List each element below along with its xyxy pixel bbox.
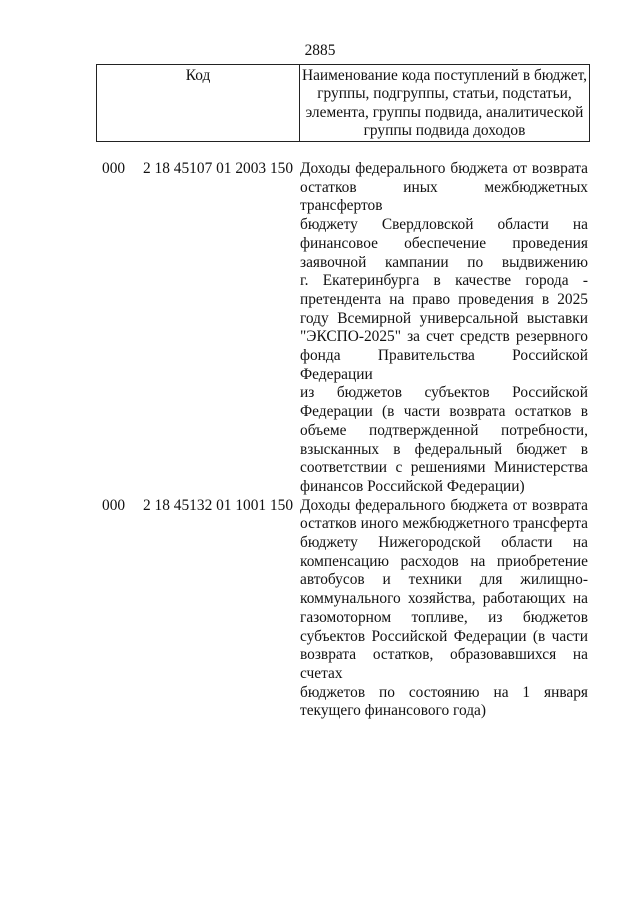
- income-code-list: [0, 160, 640, 721]
- description-line: бюджету Свердловской области на: [300, 216, 588, 234]
- description-line: из бюджетов субъектов Российской: [300, 384, 588, 402]
- description-line: финансовое обеспечение проведения: [300, 234, 588, 252]
- description-line: "ЭКСПО-2025" за счет средств резервного: [300, 328, 588, 346]
- description-line: Доходы федерального бюджета от возврата: [300, 160, 588, 177]
- description-line: Федерации (в части возврата остатков в: [300, 403, 588, 421]
- budget-code: 2 18 45107 01 2003 150: [143, 160, 294, 177]
- page-number: 2885: [304, 42, 336, 59]
- description-line: остатков иного межбюджетного трансферта: [300, 515, 588, 533]
- description-line: заявочной кампании по выдвижению: [300, 253, 588, 271]
- description-line: бюджету Нижегородской области на: [300, 534, 588, 552]
- description-line: возврата остатков, образовавшихся на счетах: [300, 646, 588, 682]
- income-description: [300, 497, 588, 721]
- description-line: объеме подтвержденной потребности,: [300, 421, 588, 439]
- description-line: газомоторном топливе, из бюджетов: [300, 608, 588, 626]
- header-name-cell: [300, 65, 590, 142]
- description-line: компенсацию расходов на приобретение: [300, 552, 588, 570]
- description-line: текущего финансового года): [300, 702, 487, 720]
- description-line: Доходы федерального бюджета от возврата: [300, 496, 588, 514]
- header-code-label: Код: [185, 67, 211, 84]
- description-line: бюджетов по состоянию на 1 января: [300, 683, 588, 701]
- admin-code: 000: [102, 160, 126, 177]
- description-line: году Всемирной универсальной выставки: [300, 309, 588, 327]
- header-name-line: элемента, группы подвида, аналитической: [305, 103, 584, 121]
- income-code-row: [0, 497, 640, 721]
- income-code-row: [0, 160, 640, 497]
- header-name-line: группы, подгруппы, статьи, подстатьи,: [317, 85, 572, 103]
- header-table: [96, 64, 590, 142]
- income-description: [300, 160, 588, 497]
- description-line: фонда Правительства Российской Федерации: [300, 347, 588, 383]
- header-name-line: Наименование кода поступлений в бюджет,: [301, 67, 588, 84]
- description-line: взысканных в федеральный бюджет в: [300, 440, 588, 458]
- budget-code: 2 18 45132 01 1001 150: [143, 496, 294, 514]
- description-line: автобусов и техники для жилищно-: [300, 571, 588, 589]
- description-line: претендента на право проведения в 2025: [300, 290, 588, 308]
- description-line: субъектов Российской Федерации (в части: [300, 627, 588, 645]
- header-code-cell: [97, 65, 300, 142]
- description-line: остатков иных межбюджетных трансфертов: [300, 178, 588, 215]
- description-line: соответствии с решениями Министерства: [300, 459, 588, 477]
- description-line: финансов Российской Федерации): [300, 477, 525, 495]
- description-line: коммунального хозяйства, работающих на: [300, 590, 588, 608]
- admin-code: 000: [102, 496, 126, 514]
- header-name-line: группы подвида доходов: [363, 121, 526, 139]
- description-line: г. Екатеринбурга в качестве города -: [300, 272, 588, 290]
